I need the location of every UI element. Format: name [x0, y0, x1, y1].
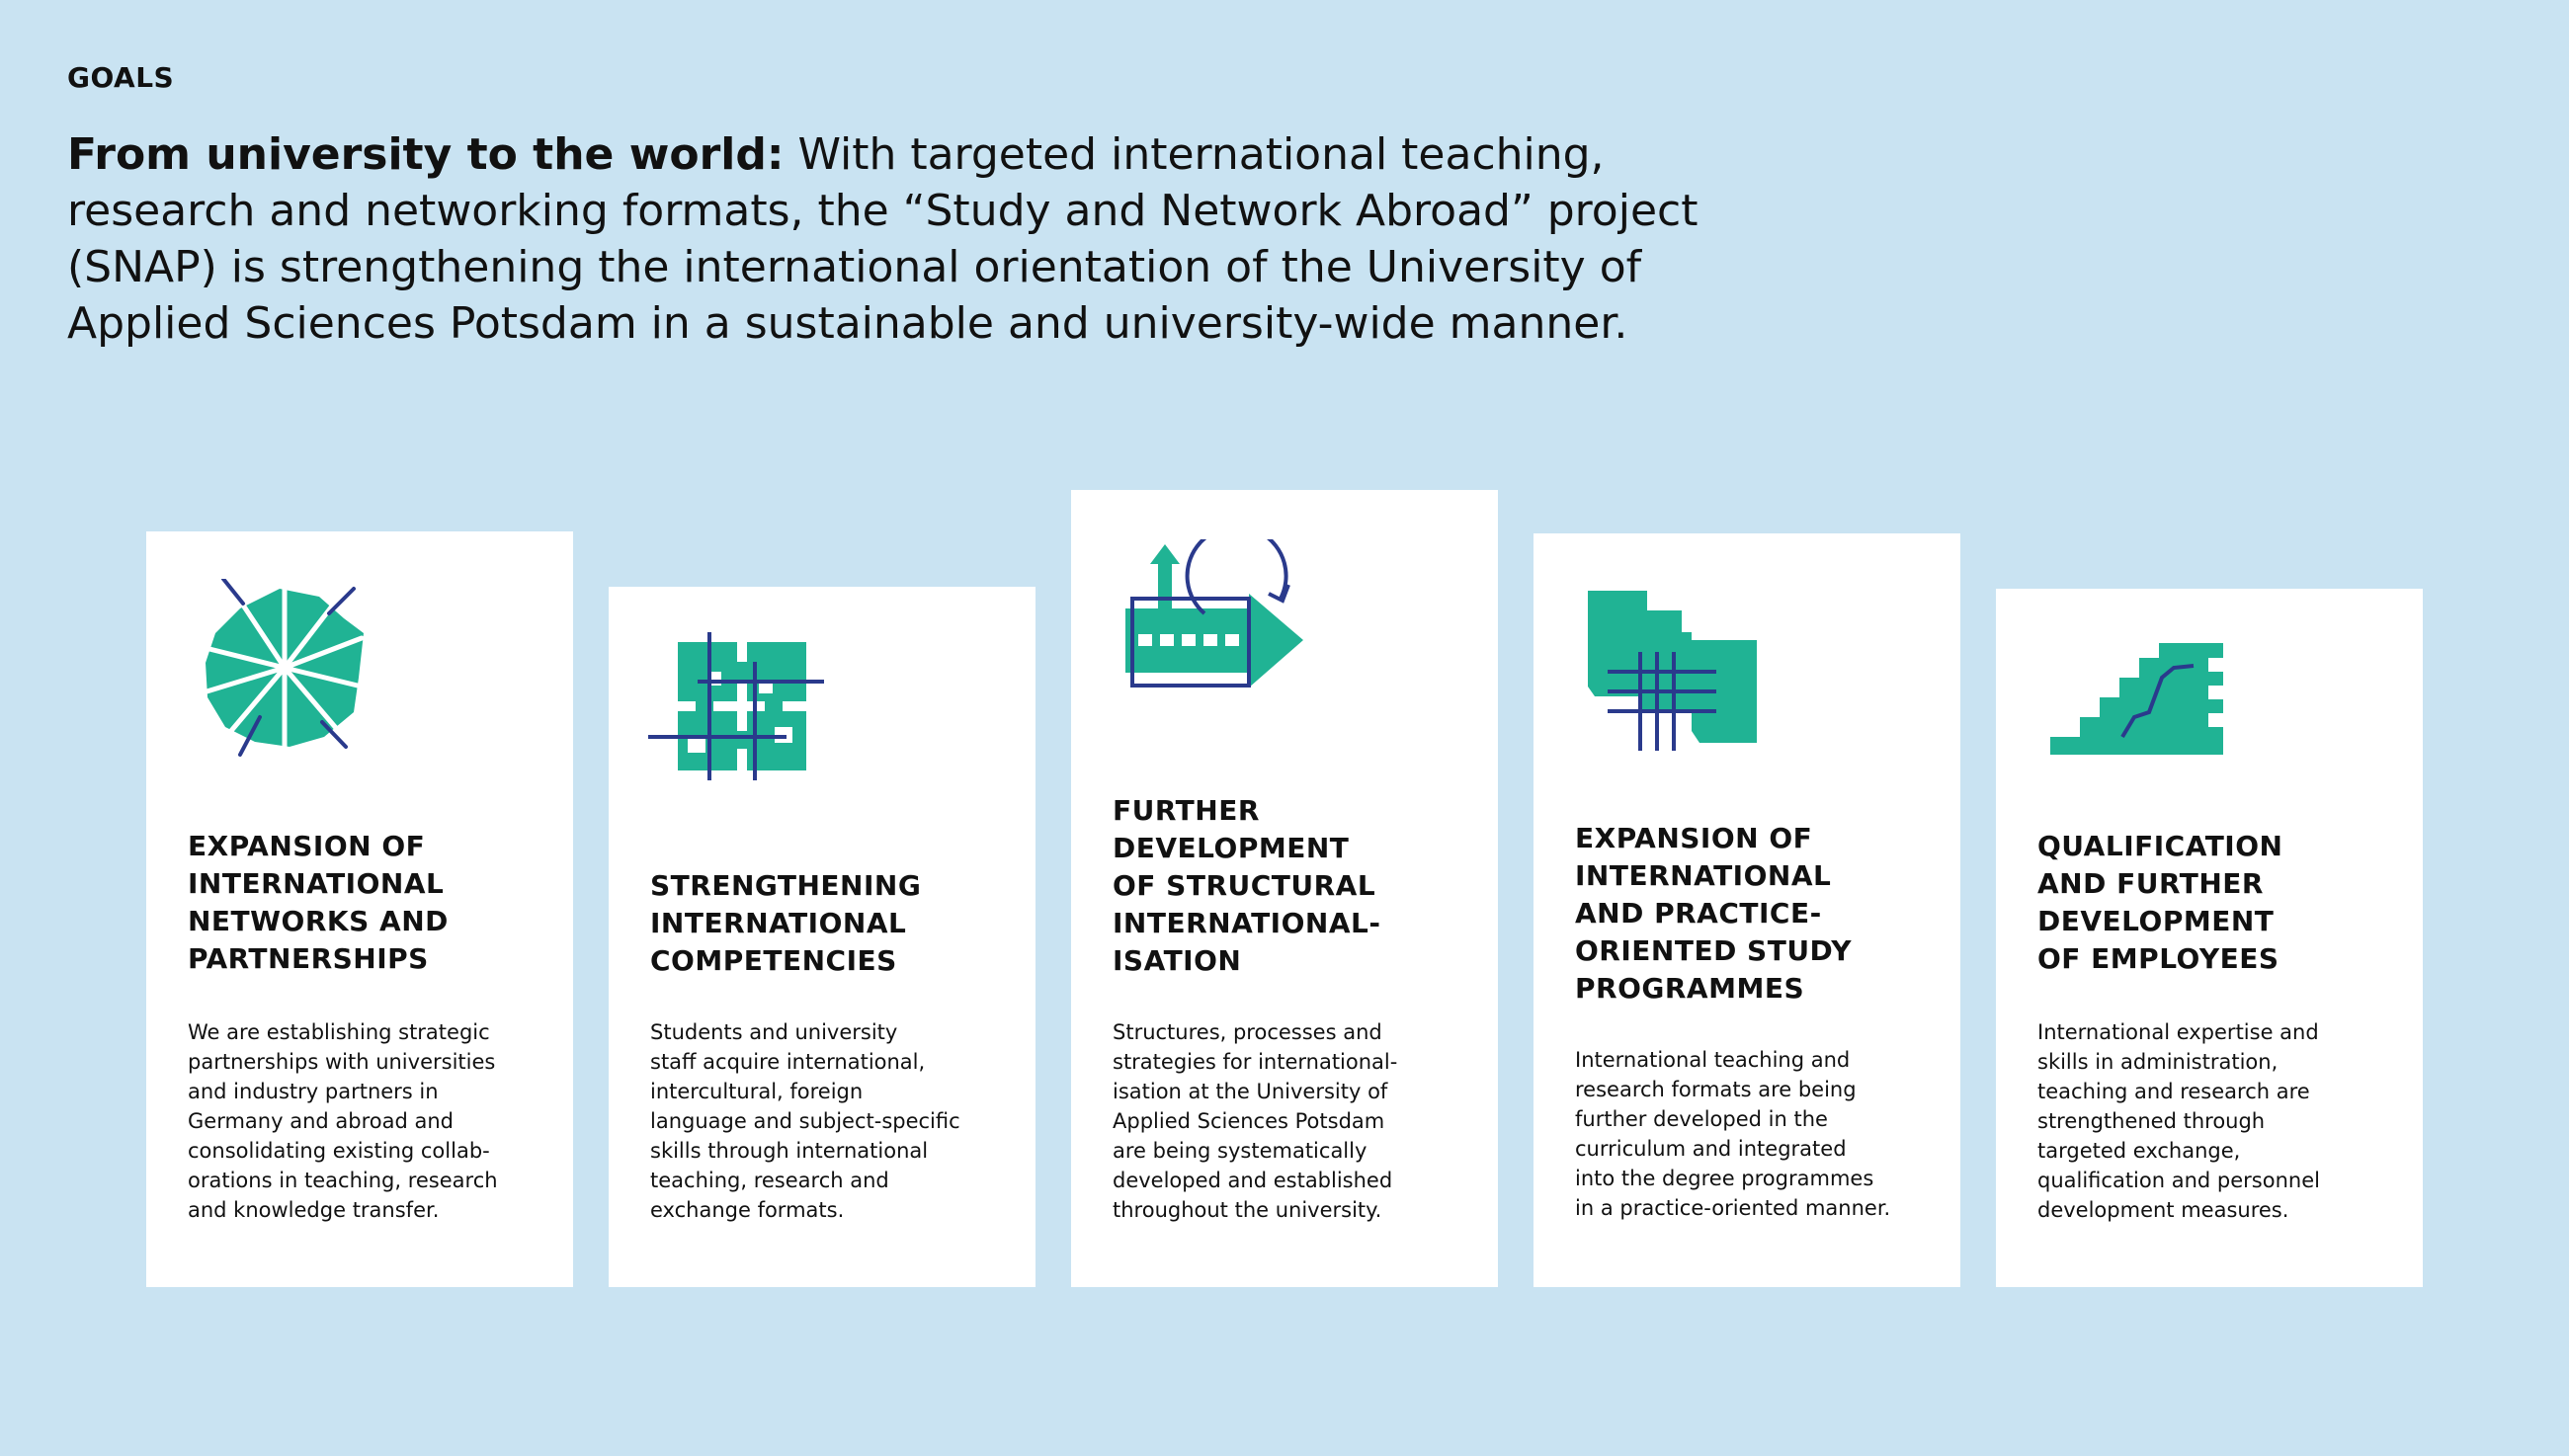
- goal-card-competencies: [609, 587, 1036, 1287]
- page-headline: [67, 126, 1747, 352]
- card-title: QUALIFICATION AND FURTHER DEVELOPMENT OF EMPLOYEES: [2037, 830, 2283, 975]
- card-text: Students and university staff acquire international, intercultural, foreign language and subject-specific skills through international teaching, research and exchange formats.: [650, 1020, 960, 1222]
- card-text: International teaching and research formats are being further developed in the curriculum and integrated into the degree programmes in a practice-oriented manner.: [1575, 1048, 1891, 1220]
- card-text: International expertise and skills in administration, teaching and research are strengthened through targeted exchange, qualification and personnel development measures.: [2037, 1020, 2320, 1222]
- card-title: FURTHER DEVELOPMENT OF STRUCTURAL INTERNATIONAL- ISATION: [1113, 794, 1381, 977]
- stairs-growth-icon: [2045, 638, 2243, 767]
- card-title: STRENGTHENING INTERNATIONAL COMPETENCIES: [650, 869, 922, 977]
- card-title: EXPANSION OF INTERNATIONAL AND PRACTICE- ORIENTED STUDY PROGRAMMES: [1575, 822, 1853, 1005]
- card-title: EXPANSION OF INTERNATIONAL NETWORKS AND PARTNERSHIPS: [188, 830, 449, 975]
- card-text: We are establishing strategic partnerships with universities and industry partners in Germany and abroad and consolidating existing collab- orations in teaching, research and knowledge transfer.: [188, 1020, 498, 1222]
- section-eyebrow: GOALS: [67, 61, 175, 94]
- documents-grid-icon: [1583, 583, 1781, 761]
- goal-card-employees: [1996, 589, 2423, 1287]
- structure-arrow-icon: [1120, 539, 1338, 717]
- goal-card-study-programmes: [1533, 533, 1960, 1287]
- goal-card-networks: [146, 531, 573, 1287]
- card-text: Structures, processes and strategies for international- isation at the University of Applied Sciences Potsdam are being systematically developed and established throughout the university.: [1113, 1020, 1398, 1222]
- headline-body: With targeted international teaching, research and networking formats, the “Study and Network Abroad” project (SNAP) is strengthening the international orientation of the University of Applied Sciences Potsdam in a sustainable and university-wide manner.: [67, 129, 1699, 349]
- puzzle-grid-icon: [648, 632, 826, 790]
- network-burst-icon: [186, 579, 383, 767]
- goal-card-structural: [1071, 490, 1498, 1287]
- headline-lead: From university to the world:: [67, 129, 785, 180]
